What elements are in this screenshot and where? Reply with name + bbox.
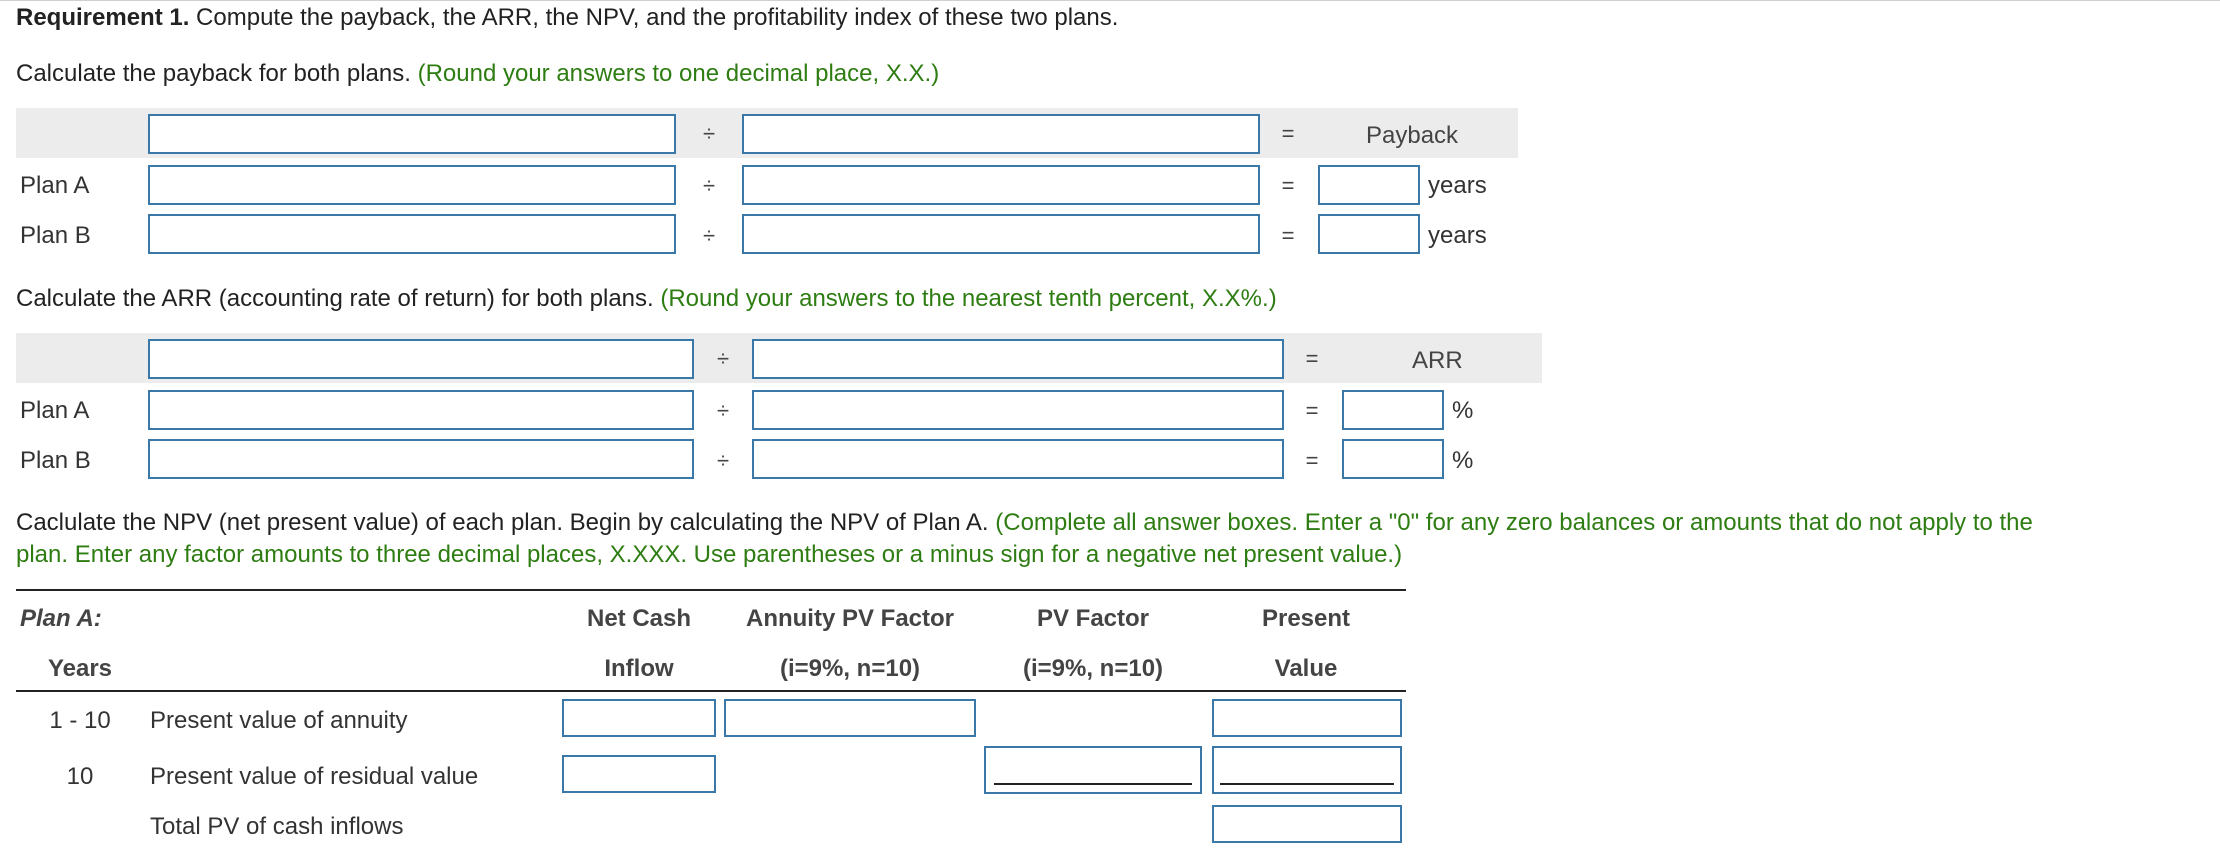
payback-plan-b-divide-symbol: ÷	[702, 223, 716, 248]
npv-col-present-1: Present	[1261, 605, 1351, 632]
npv-instruction-line-1	[16, 508, 2033, 538]
arr-plan-a-result-input[interactable]	[1342, 390, 1444, 430]
payback-denominator-header-input[interactable]	[742, 114, 1260, 154]
arr-plan-a-unit: %	[1452, 397, 1474, 424]
npv-col-pv-2: (i=9%, n=10)	[1022, 655, 1164, 682]
npv-row-1-annuity-factor-input[interactable]	[724, 699, 976, 737]
payback-header-divide-symbol: ÷	[702, 121, 716, 146]
npv-total-pv-input[interactable]	[1212, 805, 1402, 843]
npv-row-2-present-value-underline	[1220, 783, 1394, 785]
arr-plan-a-equals-symbol: =	[1305, 398, 1319, 423]
arr-header-divide-symbol: ÷	[716, 346, 730, 371]
arr-header-equals-symbol: =	[1305, 346, 1319, 371]
payback-instruction-line	[16, 59, 939, 89]
payback-plan-a-divide-symbol: ÷	[702, 173, 716, 198]
npv-row-1-present-value-input[interactable]	[1212, 699, 1402, 737]
arr-plan-b-denominator-input[interactable]	[752, 439, 1284, 479]
npv-col-pv-1: PV Factor	[1036, 605, 1150, 632]
payback-header-equals-symbol: =	[1281, 121, 1295, 146]
payback-plan-b-denominator-input[interactable]	[742, 214, 1260, 254]
npv-hint-line-2: plan. Enter any factor amounts to three decimal places, X.XXX. Use parentheses or a minus sign for a negative net present value.)	[16, 541, 1403, 568]
npv-row-2-pv-factor-underline	[994, 783, 1192, 785]
arr-plan-b-unit: %	[1452, 447, 1474, 474]
npv-row-1-label: Present value of annuity	[150, 707, 408, 734]
payback-plan-b-equals-symbol: =	[1281, 223, 1295, 248]
npv-row-3-label: Total PV of cash inflows	[150, 813, 404, 840]
payback-plan-a-denominator-input[interactable]	[742, 165, 1260, 205]
npv-row-2-pv-factor-input[interactable]	[984, 746, 1202, 794]
arr-plan-b-numerator-input[interactable]	[148, 439, 694, 479]
arr-row-label-plan-a: Plan A	[20, 397, 90, 424]
payback-plan-a-numerator-input[interactable]	[148, 165, 676, 205]
npv-col-annuity-1: Annuity PV Factor	[745, 605, 955, 632]
payback-plan-a-result-input[interactable]	[1318, 165, 1420, 205]
npv-table-header-rule	[16, 690, 1406, 692]
npv-row-1-years: 1 - 10	[49, 707, 111, 734]
requirement-text: Compute the payback, the ARR, the NPV, and the profitability index of these two plans.	[189, 4, 1119, 31]
arr-plan-a-denominator-input[interactable]	[752, 390, 1284, 430]
payback-row-label-plan-b: Plan B	[20, 222, 91, 249]
npv-row-2-label: Present value of residual value	[150, 763, 479, 790]
npv-years-label: Years	[47, 655, 113, 682]
npv-col-net-cash-2: Inflow	[604, 655, 674, 682]
npv-col-net-cash-1: Net Cash	[586, 605, 692, 632]
payback-result-header: Payback	[1366, 122, 1459, 149]
payback-row-label-plan-a: Plan A	[20, 172, 90, 199]
payback-plan-b-unit: years	[1428, 222, 1487, 249]
npv-row-2-present-value-input[interactable]	[1212, 746, 1402, 794]
arr-instruction-line	[16, 284, 1277, 314]
arr-plan-a-numerator-input[interactable]	[148, 390, 694, 430]
payback-hint: (Round your answers to one decimal place, X.X.)	[417, 60, 940, 87]
npv-plan-label: Plan A:	[20, 605, 102, 632]
payback-numerator-header-input[interactable]	[148, 114, 676, 154]
arr-row-label-plan-b: Plan B	[20, 447, 91, 474]
payback-plan-b-numerator-input[interactable]	[148, 214, 676, 254]
npv-row-2-years: 10	[66, 763, 94, 790]
npv-table-top-rule	[16, 589, 1406, 591]
arr-plan-a-divide-symbol: ÷	[716, 398, 730, 423]
arr-denominator-header-input[interactable]	[752, 339, 1284, 379]
arr-result-header: ARR	[1412, 347, 1463, 374]
arr-hint: (Round your answers to the nearest tenth percent, X.X%.)	[660, 285, 1277, 312]
payback-instruction: Calculate the payback for both plans.	[16, 60, 411, 87]
npv-col-annuity-2: (i=9%, n=10)	[779, 655, 921, 682]
requirement-line	[16, 3, 1118, 33]
arr-numerator-header-input[interactable]	[148, 339, 694, 379]
arr-plan-b-result-input[interactable]	[1342, 439, 1444, 479]
payback-plan-a-equals-symbol: =	[1281, 173, 1295, 198]
payback-plan-a-unit: years	[1428, 172, 1487, 199]
top-divider	[0, 0, 2220, 1]
arr-instruction: Calculate the ARR (accounting rate of return) for both plans.	[16, 285, 654, 312]
payback-plan-b-result-input[interactable]	[1318, 214, 1420, 254]
arr-plan-b-divide-symbol: ÷	[716, 448, 730, 473]
npv-instruction: Caclulate the NPV (net present value) of each plan. Begin by calculating the NPV of Plan A.	[16, 509, 989, 536]
requirement-label: Requirement 1.	[16, 4, 190, 31]
npv-row-1-net-cash-input[interactable]	[562, 699, 716, 737]
npv-col-present-2: Value	[1274, 655, 1338, 682]
npv-hint-line-1: (Complete all answer boxes. Enter a "0" for any zero balances or amounts that do not apply to the	[995, 509, 2033, 536]
npv-row-2-net-cash-input[interactable]	[562, 755, 716, 793]
arr-plan-b-equals-symbol: =	[1305, 448, 1319, 473]
